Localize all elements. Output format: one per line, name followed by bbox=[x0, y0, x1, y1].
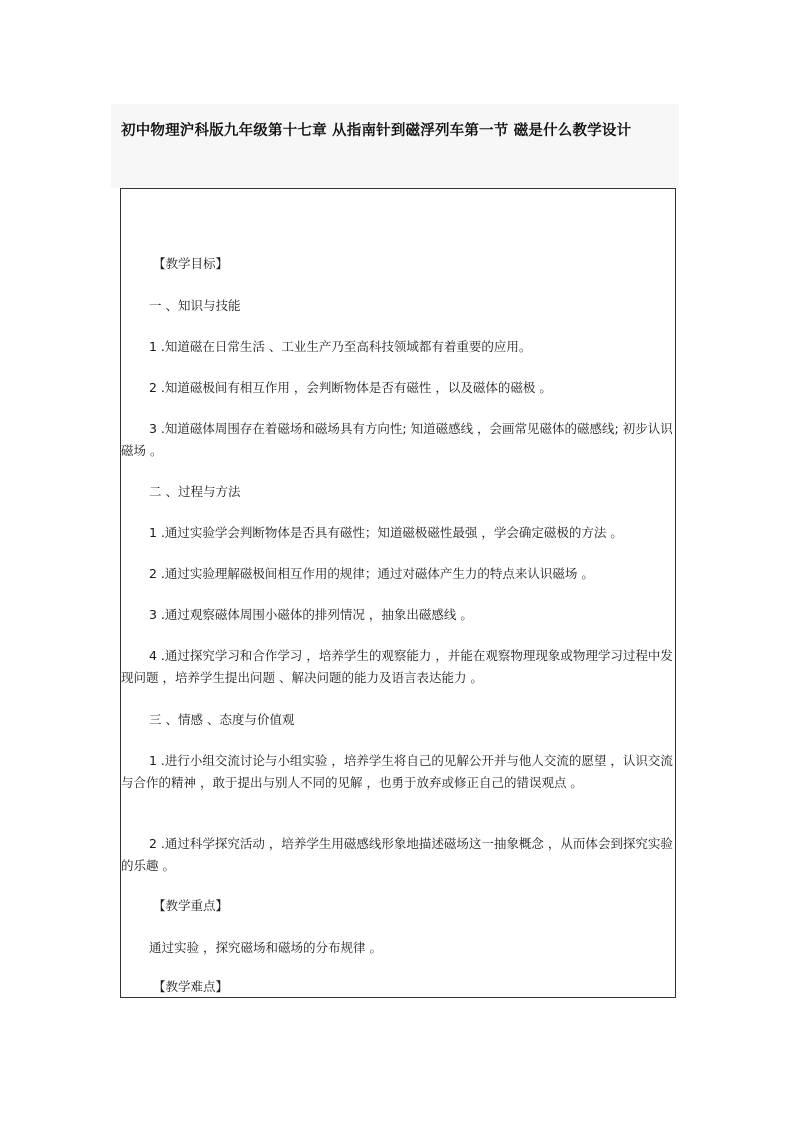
attitude-item-1: 1 .进行小组交流讨论与小组实验 ，培养学生将自己的见解公开并与他人交流的愿望 ，认识交流与合作的精神 ，敢于提出与别人不同的见解 ，也勇于放弃或修正自己的错误观点 。 bbox=[121, 753, 673, 790]
key-points-heading: 【教学重点】 bbox=[153, 898, 229, 913]
knowledge-item-2: 2 .知道磁极间有相互作用 ，会判断物体是否有磁性 ，以及磁体的磁极 。 bbox=[149, 380, 552, 395]
objectives-heading: 【教学目标】 bbox=[153, 256, 229, 271]
process-method-heading: 二 、过程与方法 bbox=[149, 484, 241, 499]
lesson-content-box bbox=[120, 188, 676, 998]
process-item-3: 3 .通过观察磁体周围小磁体的排列情况 ，抽象出磁感线 。 bbox=[149, 607, 473, 622]
knowledge-item-1: 1 .知道磁在日常生活 、工业生产乃至高科技领域都有着重要的应用。 bbox=[149, 339, 532, 354]
knowledge-skills-heading: 一 、知识与技能 bbox=[149, 298, 241, 313]
difficulties-heading: 【教学难点】 bbox=[153, 979, 229, 994]
process-item-1: 1 .通过实验学会判断物体是否具有磁性；知道磁极磁性最强 ，学会确定磁极的方法 。 bbox=[149, 525, 623, 540]
attitude-item-2: 2 .通过科学探究活动 ，培养学生用磁感线形象地描述磁场这一抽象概念 ，从而体会到探究实验的乐趣 。 bbox=[121, 836, 673, 873]
attitude-values-heading: 三 、情感 、态度与价值观 bbox=[149, 712, 295, 727]
document-title: 初中物理沪科版九年级第十七章 从指南针到磁浮列车第一节 磁是什么教学设计 bbox=[121, 123, 632, 139]
knowledge-item-3: 3 .知道磁体周围存在着磁场和磁场具有方向性; 知道磁感线 ，会画常见磁体的磁感线; 初步认识磁场 。 bbox=[121, 421, 673, 458]
key-points-text: 通过实验 ，探究磁场和磁场的分布规律 。 bbox=[149, 940, 382, 955]
process-item-4: 4 .通过探究学习和合作学习 ，培养学生的观察能力 ，并能在观察物理现象或物理学习过程中发现问题 ，培养学生提出问题 、解决问题的能力及语言表达能力 。 bbox=[121, 648, 673, 685]
process-item-2: 2 .通过实验理解磁极间相互作用的规律；通过对磁体产生力的特点来认识磁场 。 bbox=[149, 566, 594, 581]
